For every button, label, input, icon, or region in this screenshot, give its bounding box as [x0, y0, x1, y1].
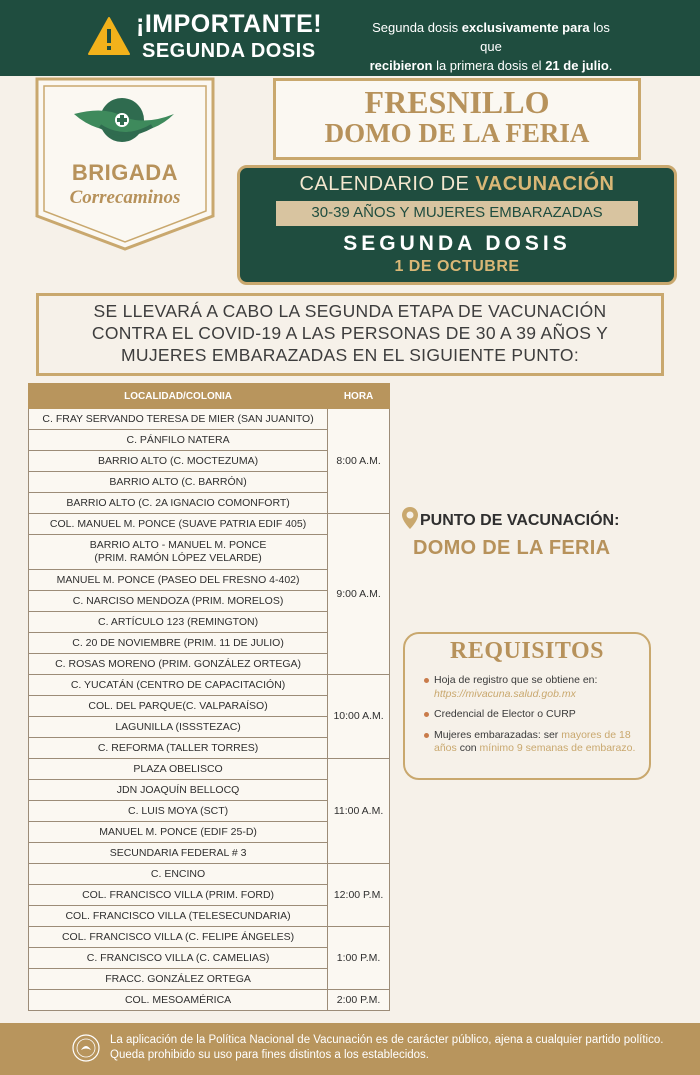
locality-cell: C. ENCINO	[29, 864, 328, 885]
time-cell: 9:00 A.M.	[328, 514, 390, 675]
time-cell: 10:00 A.M.	[328, 675, 390, 759]
locality-cell: C. YUCATÁN (CENTRO DE CAPACITACIÓN)	[29, 675, 328, 696]
locality-cell: C. PÁNFILO NATERA	[29, 430, 328, 451]
calendar-title: CALENDARIO DE VACUNACIÓN	[299, 173, 615, 195]
table-row	[29, 927, 390, 948]
footer-disclaimer: La aplicación de la Política Nacional de Vacunación es de carácter público, ajena a cualquier partido político. Queda prohibido su uso para fines distintos a los establecidos.	[110, 1034, 664, 1061]
bullet-icon	[424, 678, 429, 683]
table-row	[29, 990, 390, 1011]
time-cell: 2:00 P.M.	[328, 990, 390, 1011]
time-cell: 12:00 P.M.	[328, 864, 390, 927]
schedule-table	[28, 383, 390, 1011]
table-row	[29, 864, 390, 885]
registration-link[interactable]: https://mivacuna.salud.gob.mx	[434, 687, 576, 700]
locality-cell: COL. FRANCISCO VILLA (TELESECUNDARIA)	[29, 906, 328, 927]
city-title: FRESNILLO	[364, 84, 550, 120]
locality-cell: BARRIO ALTO (C. BARRÓN)	[29, 472, 328, 493]
venue-title: DOMO DE LA FERIA	[324, 118, 590, 148]
age-group-text: 30-39 AÑOS Y MUJERES EMBARAZADAS	[311, 204, 603, 221]
locality-cell: C. REFORMA (TALLER TORRES)	[29, 738, 328, 759]
locality-cell: C. LUIS MOYA (SCT)	[29, 801, 328, 822]
locality-cell: C. ARTÍCULO 123 (REMINGTON)	[29, 612, 328, 633]
locality-cell: LAGUNILLA (ISSSTEZAC)	[29, 717, 328, 738]
requirements-list	[424, 674, 646, 763]
locality-cell: COL. FRANCISCO VILLA (C. FELIPE ÁNGELES)	[29, 927, 328, 948]
brigada-subtitle: Correcaminos	[69, 187, 181, 208]
locality-cell: BARRIO ALTO (C. 2A IGNACIO COMONFORT)	[29, 493, 328, 514]
vaccination-point-place: DOMO DE LA FERIA	[413, 537, 611, 559]
requirement-item: Credencial de Elector o CURP	[424, 708, 646, 722]
locality-cell: MANUEL M. PONCE (EDIF 25-D)	[29, 822, 328, 843]
locality-cell: COL. FRANCISCO VILLA (PRIM. FORD)	[29, 885, 328, 906]
locality-cell: COL. DEL PARQUE(C. VALPARAÍSO)	[29, 696, 328, 717]
column-header-locality: LOCALIDAD/COLONIA	[29, 384, 328, 409]
locality-cell: C. NARCISO MENDOZA (PRIM. MORELOS)	[29, 591, 328, 612]
locality-cell: BARRIO ALTO - MANUEL M. PONCE (PRIM. RAMÓN LÓPEZ VELARDE)	[29, 535, 328, 570]
locality-cell: MANUEL M. PONCE (PASEO DEL FRESNO 4-402)	[29, 570, 328, 591]
locality-cell: COL. MANUEL M. PONCE (SUAVE PATRIA EDIF 405)	[29, 514, 328, 535]
locality-cell: SECUNDARIA FEDERAL # 3	[29, 843, 328, 864]
requirement-item: Hoja de registro que se obtiene en: https://mivacuna.salud.gob.mx	[424, 674, 646, 701]
dose-title: SEGUNDA DOSIS	[343, 232, 571, 255]
locality-cell: C. FRAY SERVANDO TERESA DE MIER (SAN JUANITO)	[29, 409, 328, 430]
column-header-time: HORA	[328, 384, 390, 409]
intro-text: SE LLEVARÁ A CABO LA SEGUNDA ETAPA DE VACUNACIÓN CONTRA EL COVID-19 A LAS PERSONAS DE 30 A 39 AÑOS Y MUJERES EMBARAZADAS EN EL SIGUIENTE PUNTO:	[91, 301, 609, 365]
time-cell: 1:00 P.M.	[328, 927, 390, 990]
locality-cell: FRACC. GONZÁLEZ ORTEGA	[29, 969, 328, 990]
important-subtitle: SEGUNDA DOSIS	[142, 40, 316, 62]
schedule-body	[29, 409, 390, 1011]
locality-cell: BARRIO ALTO (C. MOCTEZUMA)	[29, 451, 328, 472]
warning-icon	[88, 16, 130, 56]
locality-cell: COL. MESOAMÉRICA	[29, 990, 328, 1011]
vaccination-point-label: PUNTO DE VACUNACIÓN:	[420, 512, 620, 529]
bullet-icon	[424, 733, 429, 738]
locality-cell: PLAZA OBELISCO	[29, 759, 328, 780]
dose-date: 1 DE OCTUBRE	[394, 258, 520, 275]
requirement-item: Mujeres embarazadas: ser mayores de 18 años con mínimo 9 semanas de embarazo.	[424, 729, 646, 756]
header-note: Segunda dosis exclusivamente para los que recibieron la primera dosis el 21 de julio.	[369, 20, 613, 73]
locality-cell: C. 20 DE NOVIEMBRE (PRIM. 11 DE JULIO)	[29, 633, 328, 654]
table-row	[29, 759, 390, 780]
national-seal-icon	[72, 1034, 100, 1062]
locality-cell: C. FRANCISCO VILLA (C. CAMELIAS)	[29, 948, 328, 969]
table-row	[29, 514, 390, 535]
table-row	[29, 409, 390, 430]
location-pin-icon	[401, 506, 419, 530]
bullet-icon	[424, 712, 429, 717]
locality-cell: JDN JOAQUÍN BELLOCQ	[29, 780, 328, 801]
time-cell: 8:00 A.M.	[328, 409, 390, 514]
locality-cell: C. ROSAS MORENO (PRIM. GONZÁLEZ ORTEGA)	[29, 654, 328, 675]
important-title: ¡IMPORTANTE!	[136, 10, 323, 38]
table-row	[29, 675, 390, 696]
time-cell: 11:00 A.M.	[328, 759, 390, 864]
brigada-title: BRIGADA	[71, 160, 179, 185]
requirements-title: REQUISITOS	[450, 638, 604, 664]
